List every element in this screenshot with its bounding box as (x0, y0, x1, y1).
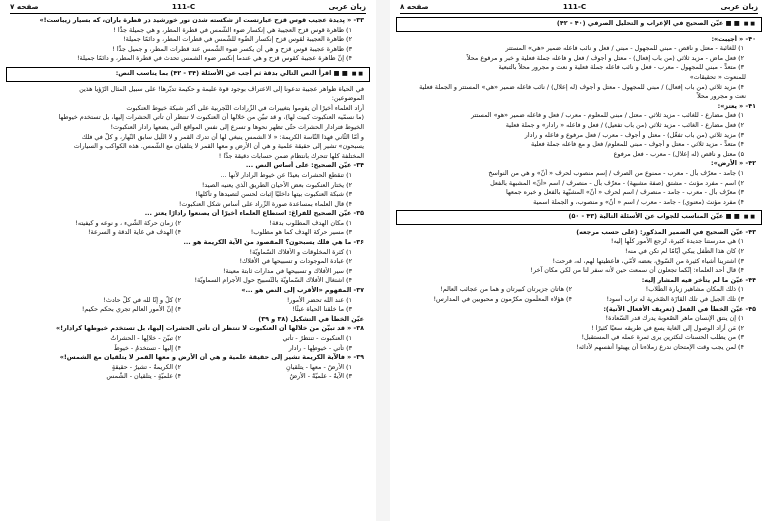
option-text: ۴) إليها - تستخدمُ - خيوطَ (113, 343, 181, 352)
passage-line: المختلفة كلها تتحرك بانتظام ضمن حسابات دقيقة جدًّا ! (218, 151, 364, 160)
option-text: ۲) عبادة الموجودات و تسبيحها في الأفلاك! (239, 257, 352, 266)
passage-line: في الحياة ظواهر عجيبة تدعونا إلى الاعتراف بوجود قوة عليمة و حكيمة تدبّرها! على سبيل المثال الرّؤيا هذين (79, 84, 364, 93)
question-text: ۳۴- عيّن الصحيح: على أساس النص ... (245, 161, 364, 170)
option-text: ۴) إنّ الأمور العالم تجري بحكم حكيم! (81, 305, 181, 314)
option-text: ۱) كثرة المخلوقات و الأفلاك السّماويّة! (249, 247, 352, 256)
option-row (10, 334, 364, 344)
option-text: ۱) إن ينتق الإنسان ماهر الصّعوبة يدرك قدر السّعادة! (605, 314, 744, 323)
option-text: ۴) اشتغال الأفلاك السّماويّة بالتّسبيح حول الأجرام السماويّة! (194, 276, 352, 285)
passage-line: و أمّا الثّاني فهذا النّاسة الكريمة: « لا الشمس ينبغي لها أن تدرك القمر و لا اللّيل سابق النّهار، و كلّ في فلك (81, 132, 364, 141)
option-text: ۱) للغائبة - معتل و ناقص - مبني للمجهول - مبني / فعل و نائب فاعله ضمير «هي» المستتر (505, 44, 744, 53)
page-number: صفحه ۷ (10, 2, 39, 11)
option-text: نعت و مجرور محلاً (697, 92, 746, 101)
option-text: ۳) شبكة العنكبوت بيتها داخليًا إثبات لحسن لتصيدها و تأكلها! (195, 190, 352, 199)
question-text: ۴۳- عيّن الصحيح في الضمير المذكور: (على حسب مرجعه) (576, 227, 756, 236)
option-text: ۳) ما خلقنا الحياة عبثًا! (292, 305, 352, 314)
option-text: ۱) تنقطع الحشرات بعيدًا عن خيوط الرادار لأنها ... (220, 170, 352, 179)
option-text: ۳) مسير حركة الهدف كما هو مطلوب! (250, 228, 352, 237)
option-text: ۳) الآيةُ - علميّةٌ - الأرضُ (289, 372, 352, 381)
option-row (10, 344, 364, 354)
option-text: ۳) سير الأفلاك و تسبيحها في مدارات ثابتة معينة! (222, 266, 352, 275)
option-row (10, 228, 364, 238)
option-text: ۱) فعل مضارع - للغائب - مزيد ثلاثي - معتل / مبني للمعلوم - معرب / فعل و فاعله ضمير «هو» المستتر (471, 111, 744, 120)
question-text: ۴۴- عيّن ما لم يتأخر فيه المشار إليه: (641, 275, 756, 284)
option-text: ۴) متعدٍّ - مزيد ثلاثي - معتل و أجوف - مبني للمعلوم/ فعل و مع فاعله جملة فعلية (531, 140, 744, 149)
grammar-questions (390, 35, 768, 208)
question-text: ۴۲- « الأرض»: (711, 159, 756, 168)
option-text: ۴) لمن يجب وقت الإمتحان ندرع زملاءنا أن يهيئوا أنفسهم لأدائه! (576, 343, 744, 351)
option-text: ۴) مفرد مؤنث (معنوي) - جامد - معرب / اسم « أنّ» و منصوب، و الجملة اسمية (533, 197, 744, 206)
option-text: ۳) اشترينا أشياء كثيرة من السّوق، بعضه لأمّي، فأعطيتها لهم، له، فرحت! (552, 256, 744, 265)
subject-title: زبان عربی (720, 2, 758, 11)
option-text: للمنعوت « تحقيقات» (689, 72, 746, 81)
option-row (10, 296, 364, 306)
option-text: ۴) قال أحد العلماء: إنّكما تجعلون أن سمعت حين لأنه سفر لنا من لكي مكان آخر! (530, 266, 744, 275)
option-text: ۱) ظاهرة قوس قزح العجيبة هي إنكسار ضوء الشّمس في قطرة المطر، و هي جميلة جدًّا ! (113, 25, 352, 34)
option-text: ۴) هؤلاء المعلّمون مكرّمون و محبوبين في المدارس! (433, 295, 572, 304)
option-text: ۱) الأرضُ - معها - يتلقيانِ (286, 362, 352, 371)
right-page (390, 0, 768, 521)
option-text: ۲) كان هذا الطّفل يبكي أيّامًا لم تكن في منه! (625, 247, 744, 256)
exam-code: 111-C (562, 2, 587, 11)
option-row (400, 285, 756, 295)
left-page (0, 0, 376, 521)
option-text: ۳) من يطلب الحسنات لنكثرين يرى ثمرة عمله في المستقبل! (581, 333, 744, 342)
answer-instruction-box: ■ ■ ■ ■ عيّن المناسب للجواب عن الأسئلة التالية (۴۳ - ۵۰) (396, 210, 762, 225)
question-text: ۳۶- ما هي فلك يسبحون؟ المقصود من الآية الكريمة هو ... (183, 238, 364, 247)
question-text: ۴۵- عيّن الخطأ في الفعل (تعريف الأفعال الآتية): (603, 304, 756, 313)
option-text: ۳) ظاهرة عجيبة قوس قزح و هي أن يكسر ضوء الشّمس عند قطرات المطر، و جميل جدًّا ! (112, 44, 352, 53)
option-text: ۴) قال العلماء بمساعدة صورة الزّراد على أساس شكل العنكبوت! (178, 199, 352, 208)
option-row (10, 372, 364, 382)
option-text: ۱) العنكبوت - تنتظرُ - تأتي (282, 334, 352, 342)
reading-passage (0, 85, 376, 162)
option-text: ۲) كلّ و إنّا لله في كلّ حادث! (103, 295, 181, 304)
left-top-questions (0, 16, 376, 64)
passage-line: يسبحون» تشير إلى حقيقة علمية و هي أن الأرض و معها القمر لا يتلقيان مع الشّمس. هذه الكواكب و السيارات (73, 142, 364, 151)
option-text: ۳) مزيد ثلاثي (من باب تفعّل) - معتل و أجوف - معرب / فعل مرفوع و فاعله و رادار (524, 130, 744, 139)
option-text: ۲) هاتان جزيرتان كبيرتان و هما من عجائب العالم! (440, 285, 572, 294)
option-text: ۲) اسم - مفرد مؤنث - مشتق (صفة مشبهة) - معرّف بأل - منصرف / اسم «أنّ» المشبهة بالفعل (490, 178, 744, 187)
question-text: ۳۸- « قد تبيّن من خلالها أن العنكبوت لا تنتظر أن تأتي الحشرات إليها، بل تستخدم خيوطها كرادار!» (56, 324, 364, 333)
option-text: ۲) فعل مضارع - الغائب - مزيد ثلاثي (من باب تفعيل) / فعل و فاعله « رادار» و جملة فعلية (505, 120, 744, 129)
question-text: ۳۵- عيّن الصحيح للفراغ: استطاع العلماء أخيرًا أن يصنعوا رادارًا يعتز ... (144, 209, 364, 218)
question-text: ۳۹- « فالآية الكريمة تشير إلى حقيقة علمية و هي أن الأرض و معها القمر لا يتلقيان مع الشمس!» (59, 353, 364, 362)
option-text: ۱) مكان الهدف المطلوب بدقة! (269, 218, 352, 227)
passage-line: الخيوط فترادار الحشرات حتّى تظهر نحوها و تسرع إلى نفس المواقع الّتي يضعها رادار العنكبوت! (110, 122, 364, 131)
option-text: ۲) يختار العنكبوت بعض الأحيان الطريق الّذي يعنيه الصيد! (201, 180, 352, 189)
page-gutter (376, 0, 390, 521)
question-text: ۴۱- « يعتز»: (717, 101, 756, 110)
general-questions (390, 228, 768, 353)
option-text: ۵) معتل و ناقص (له إعلال) - معرب - فعل مرفوع (613, 149, 744, 158)
question-text: ۳۳- « پديدة عجيب قوس قزح عبارتست از شكسته شدن نور خورشيد در قطرة باران، كه بسيار زيباست!» (39, 16, 364, 24)
option-text: ۲) الكريمةُ - تشيرُ - حقيقةٍ (111, 362, 181, 371)
option-text: ۴) مزيد ثلاثي (من باب إفعال) / مبني للمجهول - معتل و أجوف (له إعلال) / نائب فاعله ضمير «هي» المستتر و الجملة فعلية (419, 82, 744, 91)
option-text: ۲) مَن أراد الوصول إلى الغاية يسع في طريقه سعيًا كثيرًا ! (591, 323, 744, 332)
exam-code: 111-C (171, 2, 196, 11)
option-text: ۱) هي مدرستنا جديدة كثيرة، تُرجع الأمور كلّها إليه! (610, 237, 744, 246)
question-text: ۴۰- « أجيبت»: (711, 34, 756, 43)
option-text: ۴) إنّ ظاهرة عجيبة كقوس قزح و هي عندما إنكسر ضوء الشمس تحدث في قطرة المطر، و دائمًا جميلة! (77, 54, 352, 63)
passage-line: (ما نسمّيه العنكبوت كبيت لها)، و قد تبيّن من خلالها أن العنكبوت لا تنتظر أن تأتي الحشرات إليها، بل تستخدم خيوطها (58, 113, 364, 122)
option-text: ۳) تلك الجبل في تلك القارّة الصّخرية له تراب أسود! (606, 295, 744, 304)
option-text: ۳) متعدٍّ - مبني للمجهول - معرب - فعل و نائب فاعله جملة فعلية و نعت و مجرور محلاً بالتبعية (498, 63, 744, 72)
question-text: ۳۷- المفهوم «الأقرب إلى النص هو ...» (241, 286, 364, 295)
option-text: ۴) علميّةٍ - يتلقيان - الشّمس (106, 372, 181, 381)
option-text: ۳) معرّف بأل - معرب - جامد - منصرف / اسم لحرف « أنّ» المشبّهة بالفعل و خبره جمعها (506, 188, 744, 197)
left-questions (0, 161, 376, 382)
option-text: ۱) عند الله تحضر الأمور! (286, 295, 352, 304)
passage-line: أراد العلماء أخيرًا أن يقوموا بتغييرات في الزّرادات التّجربية على أكبر شبكة خيوط العنكبوت (126, 103, 364, 112)
grammar-instruction-box: ■ ■ ■ ■ عيّن الصحيح في الإعراب و التحليل الصرفي (۴۰ - ۴۲) (396, 17, 762, 32)
option-row (10, 363, 364, 373)
option-row (400, 295, 756, 305)
option-text: ۱) جامد - معرّف بأل - معرب - ممنوع من الصرف / إسم منصوب لحرف « أنّ» و هي من النواسخ (488, 168, 744, 177)
option-text: ۲) ظاهرة العجيبة لقوس قزح إنكسار الضّوء للشّمس في قطرات المطر، و دائمًا جميلة! (123, 35, 352, 44)
left-page-header (10, 2, 366, 14)
passage-line: الموضوعين: (331, 94, 364, 103)
option-text: ۳) تأتي - خيوطِها - رادار (288, 343, 352, 352)
option-text: ۲) زمان حركة الشّيء ، و نوعه و كيفيته! (75, 218, 181, 227)
option-row (10, 219, 364, 229)
option-text: ۲) فعل ماض - مزيد ثلاثي (من باب إفعال) - معتل و أجوف / فعل و فاعله جملة فعلية و خبر و مرفوع محلاً (466, 53, 744, 62)
page-number: صفحه ۸ (400, 2, 429, 11)
option-row (10, 305, 364, 315)
right-page-header (400, 2, 758, 14)
question-text: عيّن الخطأ في التشكيل (۳۸ و ۳۹) (258, 314, 364, 323)
option-text: ۱) ذلك المكان مشاهير زيارة الطّلاب! (645, 285, 744, 294)
passage-instruction-box: ■ ■ ■ ■ اقرأ النص التالي بدقة ثم أجب عن الأسئلة (۳۴ - ۴۲) بما يناسب النص: (6, 67, 370, 82)
option-text: ۲) تبيّنَ - خلالِها - الحشراتُ (110, 334, 181, 342)
subject-title: زبان عربی (328, 2, 366, 11)
option-text: ۴) الهدف في غاية الدقة و السرعة! (87, 228, 181, 237)
